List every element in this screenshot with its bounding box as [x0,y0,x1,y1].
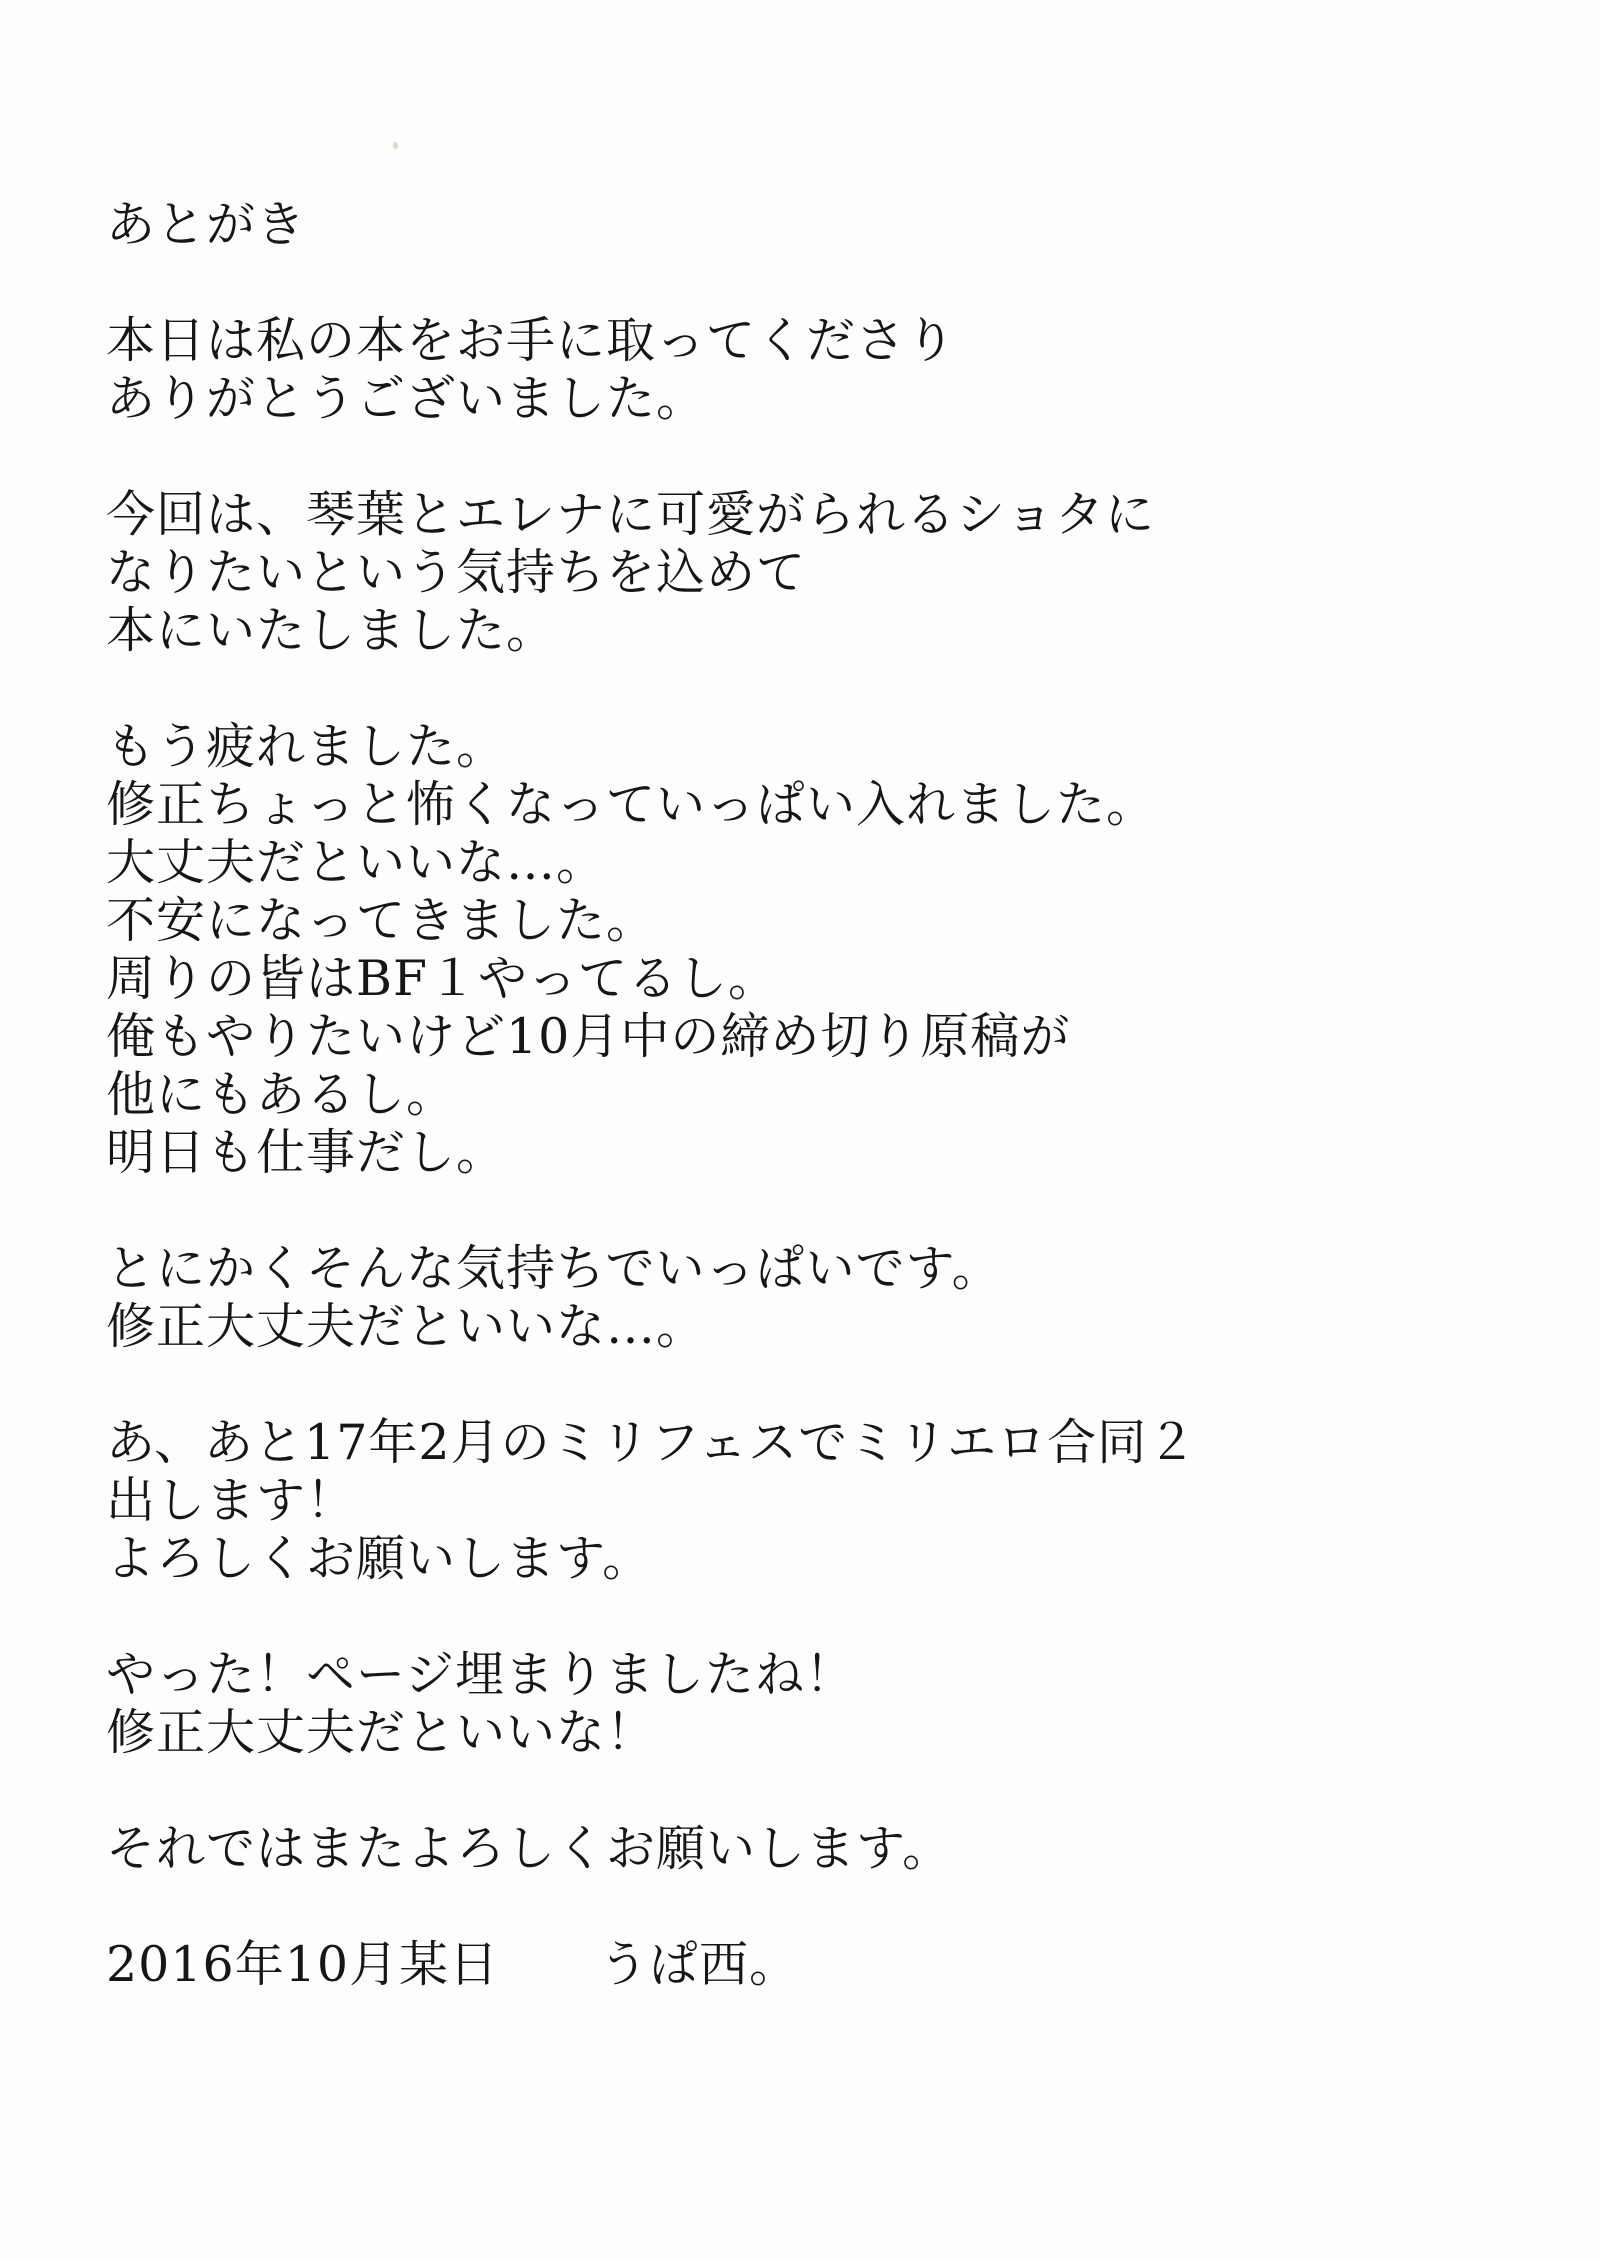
text-line: 大丈夫だといいな…。 [106,834,607,891]
scan-speck [393,142,398,149]
text-line: 明日も仕事だし。 [106,1124,507,1181]
text-line: なりたいという気持ちを込めて [106,544,807,601]
paragraph-signature [106,1936,1526,1994]
text-line: それではまたよろしくお願いします。 [106,1820,953,1877]
paragraph-announcement [106,1414,1526,1588]
paragraph-feelings [106,1240,1526,1356]
text-line: もう疲れました。 [106,718,507,775]
date-signature-line: 2016年10月某日 うぱ西。 [106,1936,800,1993]
text-line: 俺もやりたいけど10月中の締め切り原稿が [106,1008,1071,1065]
text-line: 不安になってきました。 [106,892,657,949]
paragraph-closing [106,1820,1526,1878]
text-line: 今回は、琴葉とエレナに可愛がられるショタに [106,486,1156,543]
text-line: ありがとうございました。 [106,370,707,427]
text-line: やった！ページ埋まりましたね！ [106,1646,856,1703]
text-line: 本にいたしました。 [106,602,557,659]
text-line: 修正ちょっと怖くなっていっぱい入れました。 [106,776,1157,833]
paragraph-thanks [106,312,1526,428]
text-line: よろしくお願いします。 [106,1530,653,1587]
paragraph-tired [106,718,1526,1182]
text-line: あ、あと17年2月のミリフェスでミリエロ合同２ [106,1414,1198,1471]
page-title: あとがき [106,196,307,253]
text-line: 本日は私の本をお手に取ってくださり [106,312,957,369]
paragraph-page-filled [106,1646,1526,1762]
paragraph-concept [106,486,1526,660]
text-line: とにかくそんな気持ちでいっぱいです。 [106,1240,1002,1297]
text-line: 出します！ [106,1472,357,1529]
afterword-text [106,196,1526,1994]
text-line: 修正大丈夫だといいな！ [106,1704,657,1761]
text-line: 修正大丈夫だといいな…。 [106,1298,707,1355]
text-line: 他にもあるし。 [106,1066,457,1123]
text-line: 周りの皆はBF１やってるし。 [106,950,779,1007]
